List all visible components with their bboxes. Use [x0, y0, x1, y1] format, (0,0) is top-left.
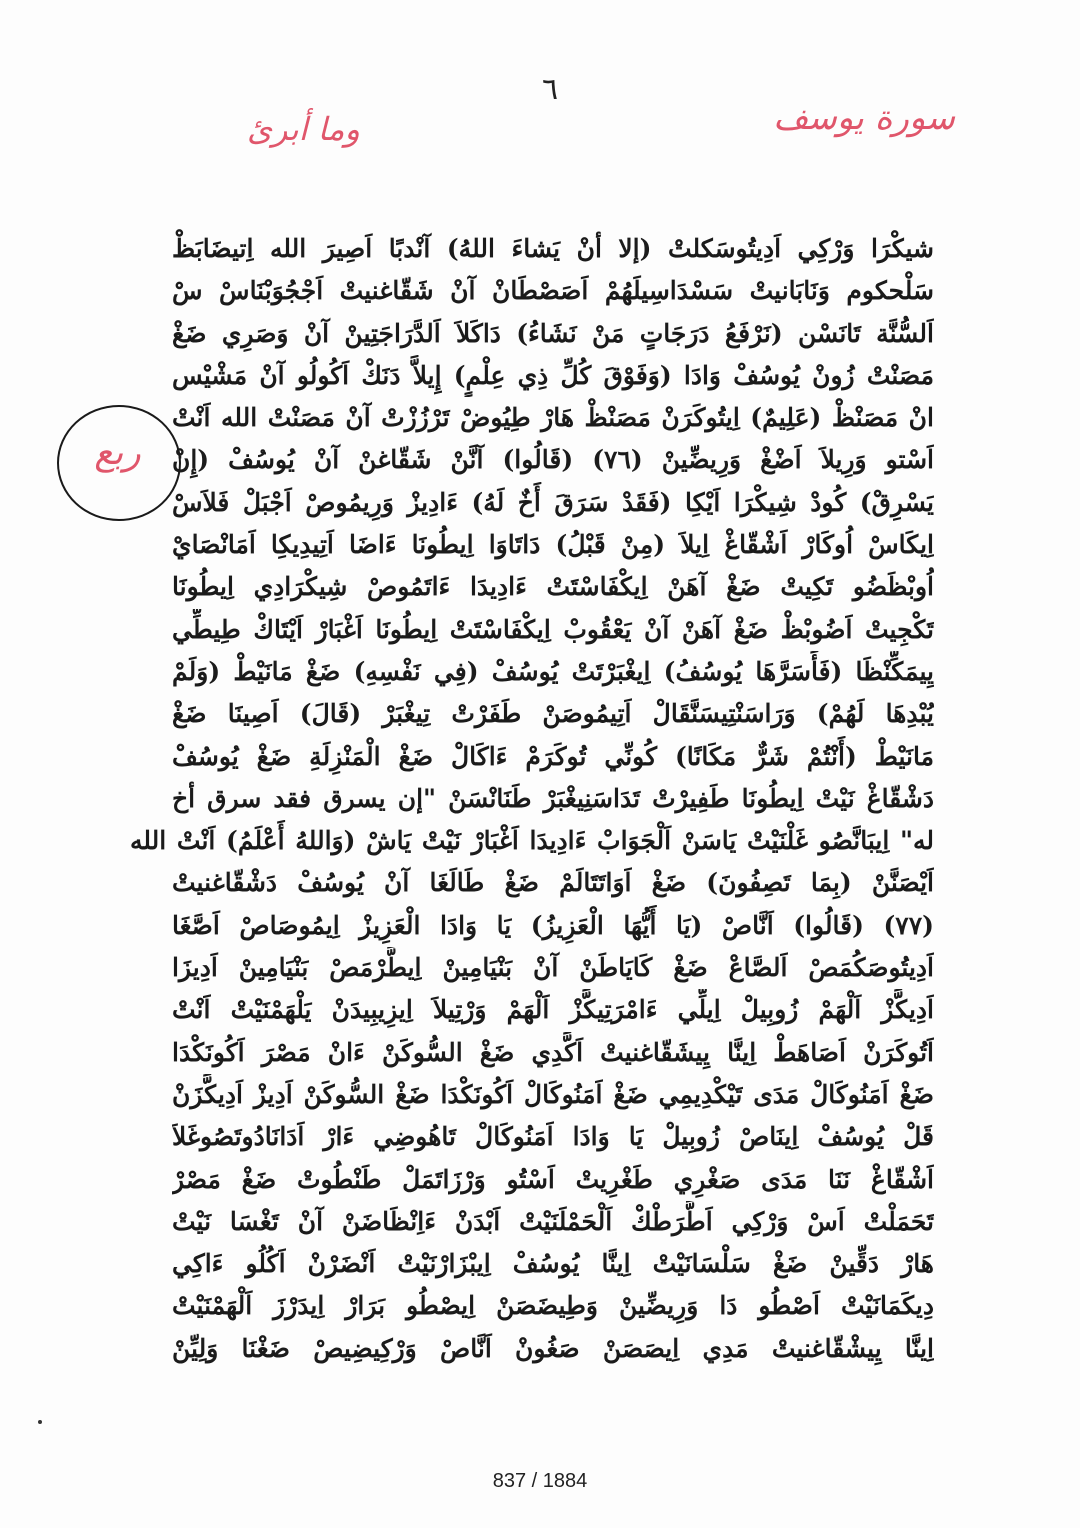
text-line: يَسْرِقْ) كُودْ شِيكْرَا اَيْكِا (فَقَدْ سَرَقَ أَخٌ لَهُ) ءَادِيزْ وَرِيمُوصْ اَجْبَلْ فَلاَسْ: [172, 487, 934, 517]
text-line: مَانَيْطْ (أَنْتُمْ شَرٌّ مَكَانًا) كُونِّي تُوكَرَمْ ءَاكَالْ ضَغْ الْمَنْزِلَةِ ضَغْ يُوسُفْ: [172, 741, 934, 771]
text-line: اِينَّا يِيشْقّاغنيتْ مَدِي اِيصَصَنْ صَغُونْ اَنَّاصْ وَرْكِيضِيصْ ضَغْنَا وَلِيِّنْ: [172, 1333, 934, 1363]
text-line: قَلْ يُوسُفْ اِينَاصْ زُوبِيلْ يَا وَادَا اَمَنُوكَالْ تَاهُوضِي ءَارْ اَدَانَادُوتَصُوغَلاَ: [172, 1122, 934, 1152]
text-line: انْ مَصَنْظْ (عَلِيمٌ) اِيتُوكَرَنْ مَصَنْظْ هَارْ طِيُوضْ تَرْزُزْتْ آنْ مَصَنْتْ الله اَنْتْ: [172, 403, 934, 433]
text-line: اَيْصَنَّنْ (بِمَا تَصِفُونَ) ضَغْ اَوَاتَتَالَمْ ضَغْ طَالَغَا آنْ يُوسُفْ دَشْقّاغنيتْ: [172, 868, 934, 898]
page-number: ٦: [541, 72, 559, 107]
rub-marker-label: ربع: [94, 432, 141, 473]
text-line: تَكْجِيتْ اَضُوبْظْ ضَغْ آهَنْ آنْ يَعْقُوبْ اِيكْفَاسْتَتْ اِيطُونَا اَغْبَارْ اَيْتَاكْ طِيطِّي: [172, 614, 934, 644]
text-line: اِيكَاسْ اُوكَارْ اَشْقّاغْ اِيلاَ (مِنْ قَبْلُ) دَاتَاوَا اِيطُونَا ءَاضَا اَتِيدِيكِا اَمَانْصَايْ: [172, 530, 934, 560]
tafsir-text: [130, 228, 934, 1370]
text-line: له" اِيبَانَّصُو غَلْنَيْتْ يَاسَنْ اَلْجَوَابْ ءَادِيدَا اَغْبَارْ نَيْتْ يَاشْ (وَاللهُ أَعْلَمُ) اَنْتْ الله: [130, 826, 934, 856]
text-line: شيكْرَا وَرْكِي اَدِيتُوسَكلتْ (إلا أنْ يَشاءَ اللهُ) آنْدبًا اَصِيرَ الله اِتيضَابَظْ: [172, 234, 934, 263]
pdf-page-counter: 837 / 1884: [492, 1470, 588, 1492]
scan-speck: [38, 1420, 42, 1424]
section-start-annotation: وما أبرئ: [246, 110, 360, 148]
text-line: مَصَنْتْ زُونْ يُوسُفْ وَادَا (وَفَوْقَ كُلِّ ذِي عِلْمٍ) إِيلاَّ دَنَكْ اَكُولُو آنْ مَشْيْس: [172, 360, 934, 390]
text-line: اَدِيتُوصَكُمَصْ اَلصَّاعْ ضَغْ كَايَاطَنْ آنْ بَنْيَامِينْ اِيطَّرْمَصْ بَنْيَامِينْ اَدِيزَا: [172, 953, 934, 983]
text-line: تَحَمَلْتْ اَسْ وَرْكِي اَطَّرَطْكْ اَلْحَمْلَنَيْتْ اَبْدَنْ ءَاِنْظَاضَنْ آنْ تَغْسَا نَيْتْ: [172, 1206, 934, 1236]
text-line: يِيمَكِّنْظَا (فَأَسَرَّهَا يُوسُفُ) اِيغْبَرْتَتْ يُوسُفْ (فِي نَفْسِهِ) ضَغْ مَانَيْطْ (وَلَمْ: [172, 656, 934, 686]
text-line: اَسْتو وَرِيلاَ اَضْغْ وَرِيضِّينْ (٧٦) (قَالُوا) آنَّنْ شَقّاغنْ آنْ يُوسُفْ (إِنْ: [172, 445, 934, 475]
text-line: هَارْ دَقِّينْ ضَغْ سَلْسَانَيْتْ اِينَّا يُوسُفْ اِيبْزَارْنَيْتْ اَنْضَرْنْ اَكُلُو ءَاكِي: [172, 1249, 934, 1279]
text-line: اَلسُّنَّة تَانَسْن (نَرْفَعُ دَرَجَاتٍ مَنْ نَشَاءُ) دَاكَلاَ اَلدَّرَاجَتِينْ آنْ وَصَرِي ضَغْ: [172, 318, 934, 348]
text-line: دِيكَمَانَيْتْ اَصْطُو دَا وَرِيضِّينْ وَطِيضَصَنْ اِيصْطُو بَرَارْ اِيدَرْزَ اَلْهَمْنَيْتْ: [172, 1291, 934, 1321]
text-line: اَتُوكَرَنْ اَصَاهَطْ اِينَّا يِيشَقّاغنيتْ اَكَّدِي ضَغْ السُّوكَنْ ءَانْ مَصْرَ اَكُونَكْدَا: [172, 1037, 934, 1067]
text-line: (٧٧) (قَالُوا) اَنَّاصْ (يَا أَيُّهَا الْعَزِيزُ) يَا وَادَا الْعَزِيزْ اِيمُوصَاصْ اَصَّغَا: [172, 910, 934, 940]
text-line: دَشْقّاغْ نَيْتْ اِيطُونَا طَفِيرْتْ تَدَاسَنِيغْبَرْ طَنَانْسَنْ "إن يسرق فقد سرق أخ: [172, 783, 934, 813]
text-line: سَلْحكوم وَنَابَانيتْ سَسْدَاسِيلَهُمْ اَصَصْطَانْ آنْ شَقّاغنيتْ اَجْجُوَبْنَاسْ سْ: [172, 276, 934, 306]
surah-name-annotation: سورة يوسف: [773, 98, 955, 138]
text-line: ضَغْ اَمَنُوكَالْ مَدَى تَيْكْدِيمِي ضَغْ اَمَنُوكَالْ اَكُونَكْدَا ضَغْ السُّوكَنْ اَدِيزْ اَدِيكَّزَنْ: [172, 1079, 934, 1109]
text-line: اَشْقّاغْ نَنَا مَدَى صَغْرِي طَغْرِيتْ اَسْتُو وَرْزَاتَمَلْ طَنْطُوتْ ضَغْ مَصْرْ: [172, 1164, 934, 1194]
text-line: يُبْدِهَا لَهُمْ) وَرَاسَنْتِيسَنَّقَالْ اَتِيمُوصَنْ طَفَرْتْ تِيغْبَرْ (قَالَ) اَصِينَا ضَغْ: [172, 699, 934, 729]
text-line: اُوبْظَضُو تَكِيتْ ضَغْ آهَنْ اِيكْفَاسْتَتْ ءَادِيدَا ءَاتَمُوصْ شِيكْرَادِي اِيطُونَا: [172, 572, 934, 602]
text-line: اَدِيكَّزْ اَلْهَمْ زُوبِيلْ اِيلِّي ءَامْرَتِيكَّزْ اَلْهَمْ وَرْتِيلاَ اِيزِيبِيدَنْ يَلْهَمْنَيْتْ اَنْتْ: [172, 995, 934, 1025]
